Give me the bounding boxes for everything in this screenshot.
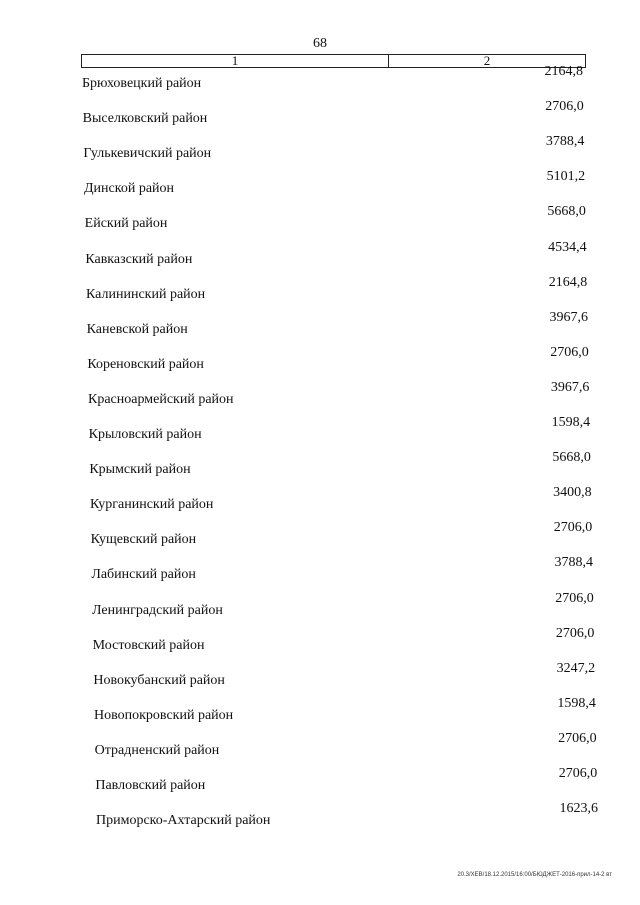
district-value: 2706,0 bbox=[555, 625, 595, 641]
document-footer-code: 20.3/XEB/18.12.2015/16:00/БЮДЖЕТ-2016-прил-14-2 вт bbox=[457, 872, 612, 878]
district-value: 1598,4 bbox=[557, 695, 596, 711]
district-name: Ейский район bbox=[84, 216, 168, 232]
district-value: 5668,0 bbox=[547, 204, 586, 220]
district-name: Мостовский район bbox=[92, 637, 205, 653]
district-name: Новопокровский район bbox=[94, 707, 234, 723]
district-name: Выселковский район bbox=[82, 111, 208, 127]
district-value: 3967,6 bbox=[550, 379, 590, 395]
district-name: Приморско-Ахтарский район bbox=[96, 813, 271, 829]
district-value: 2706,0 bbox=[550, 344, 589, 360]
district-name: Крымский район bbox=[89, 462, 191, 478]
district-name: Курганинский район bbox=[90, 497, 214, 513]
district-name: Ленинградский район bbox=[92, 602, 223, 618]
district-value: 2706,0 bbox=[553, 520, 593, 536]
district-value: 3788,4 bbox=[545, 134, 585, 150]
district-name: Калининский район bbox=[86, 286, 206, 302]
district-value: 2706,0 bbox=[558, 730, 597, 746]
page-number: 68 bbox=[313, 36, 327, 51]
district-name: Каневской район bbox=[86, 321, 188, 337]
district-value: 4534,4 bbox=[548, 239, 587, 255]
district-value: 3967,6 bbox=[549, 309, 588, 325]
district-name: Павловский район bbox=[95, 778, 206, 793]
district-value: 3400,8 bbox=[553, 485, 592, 501]
district-value: 2706,0 bbox=[555, 590, 594, 606]
table-header-col-1: 1 bbox=[82, 55, 389, 67]
district-name: Брюховецкий район bbox=[82, 76, 202, 91]
district-value: 1623,6 bbox=[559, 801, 598, 817]
district-value: 5668,0 bbox=[552, 450, 591, 466]
district-value: 1598,4 bbox=[551, 415, 591, 430]
district-name: Кавказский район bbox=[85, 251, 193, 267]
table-header-col-2: 2 bbox=[483, 53, 491, 68]
district-value: 2164,8 bbox=[544, 64, 583, 79]
district-value: 5101,2 bbox=[546, 169, 586, 185]
district-name: Кущевский район bbox=[90, 532, 197, 548]
district-value: 2164,8 bbox=[548, 274, 588, 290]
district-value: 3247,2 bbox=[556, 660, 596, 676]
district-value: 2706,0 bbox=[545, 99, 584, 115]
district-name: Крыловский район bbox=[88, 427, 202, 442]
district-value: 2706,0 bbox=[558, 766, 598, 781]
district-name: Лабинский район bbox=[91, 567, 196, 583]
district-name: Гулькевичский район bbox=[83, 146, 212, 162]
district-name: Динской район bbox=[84, 181, 175, 197]
district-name: Отрадненский район bbox=[94, 742, 220, 758]
district-name: Кореновский район bbox=[87, 356, 204, 372]
table-row bbox=[0, 801, 640, 843]
district-value: 3788,4 bbox=[554, 555, 593, 571]
district-name: Красноармейский район bbox=[88, 391, 234, 407]
district-name: Новокубанский район bbox=[93, 672, 225, 688]
